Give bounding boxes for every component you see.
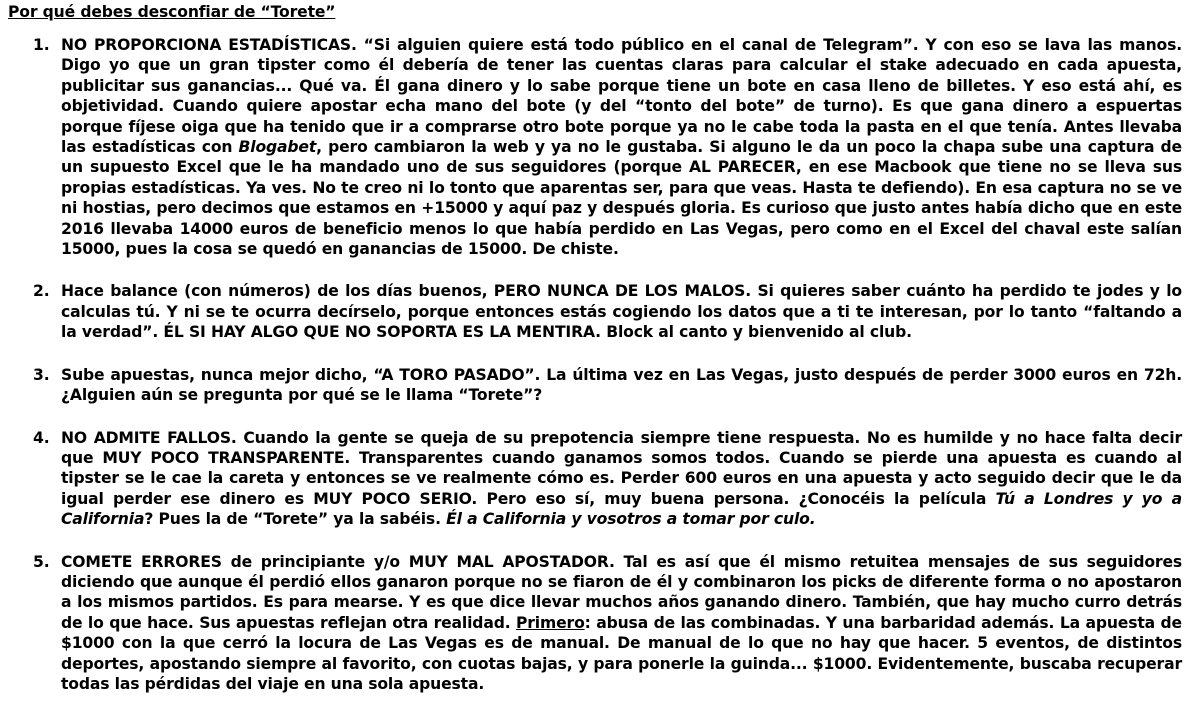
item-text xyxy=(61,428,1182,530)
list-item-5 xyxy=(0,552,1200,695)
primero-underlined: Primero xyxy=(515,613,585,632)
closing-phrase-italic: Él a California y vosotros a tomar por culo. xyxy=(446,510,816,529)
list-item-2 xyxy=(0,281,1200,342)
item-text xyxy=(61,552,1182,695)
item-number: 1. xyxy=(33,36,50,54)
reasons-list xyxy=(0,35,1200,716)
list-item-4 xyxy=(0,428,1200,530)
text-segment: Sube apuestas, nunca mejor dicho, “A TORO PASADO”. La última vez en Las Vegas, justo después de perder 3000 euros en 72h. ¿Alguien aún se pregunta por qué se le llama “Torete”? xyxy=(61,365,1182,405)
text-segment: NO PROPORCIONA ESTADÍSTICAS. “Si alguien quiere está todo público en el canal de Telegram”. Y con eso se lava las manos. Digo yo que un gran tipster como él debería de tener las cuentas claras para calcular el stake adecuado en cada apuesta, publicitar sus ganancias... Qué va. Él gana dinero y lo sabe porque tiene un bote en casa lleno de billetes. Y eso está ahí, es objetividad. Cuando quiere apostar echa mano del bote (y del “tonto del bote” de turno). Es que gana dinero a espuertas porque fíjese oiga que ha tenido que ir a comprarse otro bote porque ya no le cabe toda la pasta en el que tenía. Antes llevaba las estadísticas con xyxy=(61,36,1182,157)
text-segment: NO ADMITE FALLOS. Cuando la gente se queja de su prepotencia siempre tiene respuesta. No es humilde y no hace falta decir que MUY POCO TRANSPARENTE. Transparentes cuando ganamos somos todos. Cuando se pierde una apuesta es cuando al tipster se le cae la careta y entonces se ve realmente cómo es. Perder 600 euros en una apuesta y acto seguido decir que le da igual perder ese dinero es MUY POCO SERIO. Pero eso sí, muy buena persona. ¿Conocéis la película xyxy=(61,428,1182,508)
item-text xyxy=(61,281,1182,342)
blogabet-italic: Blogabet xyxy=(238,138,317,157)
document-title: Por qué debes desconfiar de “Torete” xyxy=(8,3,336,21)
text-segment: : abusa de las combinadas. Y una barbaridad además. La apuesta de $1000 con la que cerró la locura de Las Vegas es de manual. De manual de lo que no hay que hacer. 5 eventos, de distintos deportes, apostando siempre al favorito, con cuotas bajas, y para ponerle la guinda... $1000. Evidentemente, buscaba recuperar todas las pérdidas del viaje en una sola apuesta. xyxy=(61,613,1182,693)
item-number: 5. xyxy=(33,552,50,571)
text-segment: , pero cambiaron la web y ya no le gustaba. Si alguno le da un poco la chapa sube una captura de un supuesto Excel que le ha mandado uno de sus seguidores (porque AL PARECER, en ese Macbook que tiene no se lleva sus propias estadísticas. Ya ves. No te creo ni lo tonto que aparentas ser, para que veas. Hasta te defiendo). En esa captura no se ve ni hostias, pero decimos que estamos en +15000 y aquí paz y después gloria. Es curioso que justo antes había dicho que en este 2016 llevaba 14000 euros de beneficio menos lo que había perdido en Las Vegas, pero como en el Excel del chaval este salían 15000, pues la cosa se quedó en ganancias de 15000. De chiste. xyxy=(61,138,1182,259)
item-number: 3. xyxy=(33,365,50,384)
item-text xyxy=(61,35,1182,259)
movie-title-italic: Tú a Londres y yo a California xyxy=(61,489,1183,529)
text-segment: COMETE ERRORES de principiante y/o MUY MAL APOSTADOR. Tal es así que él mismo retuitea mensajes de sus seguidores diciendo que aunque él perdió ellos ganaron porque no se fiaron de él y combinaron los picks de diferente forma o no apostaron a los mismos partidos. Es para mearse. Y es que dice llevar muchos años ganando dinero. También, que hay mucho curro detrás de lo que hace. Sus apuestas reflejan otra realidad. xyxy=(61,552,1182,632)
list-item-1 xyxy=(0,35,1200,259)
item-number: 4. xyxy=(33,428,50,447)
text-segment: Hace balance (con números) de los días buenos, PERO NUNCA DE LOS MALOS. Si quieres saber cuánto ha perdido te jodes y lo calculas tú. Y ni se te ocurra decírselo, porque entonces estás cogiendo los datos que a ti te interesan, por lo tanto “faltando a la verdad”. ÉL SI HAY ALGO QUE NO SOPORTA ES LA MENTIRA. Block al canto y bienvenido al club. xyxy=(61,282,1182,342)
text-segment: ? Pues la de “Torete” ya la sabéis. xyxy=(144,510,447,529)
item-text xyxy=(61,365,1182,406)
item-number: 2. xyxy=(33,282,50,301)
list-item-3 xyxy=(0,365,1200,406)
